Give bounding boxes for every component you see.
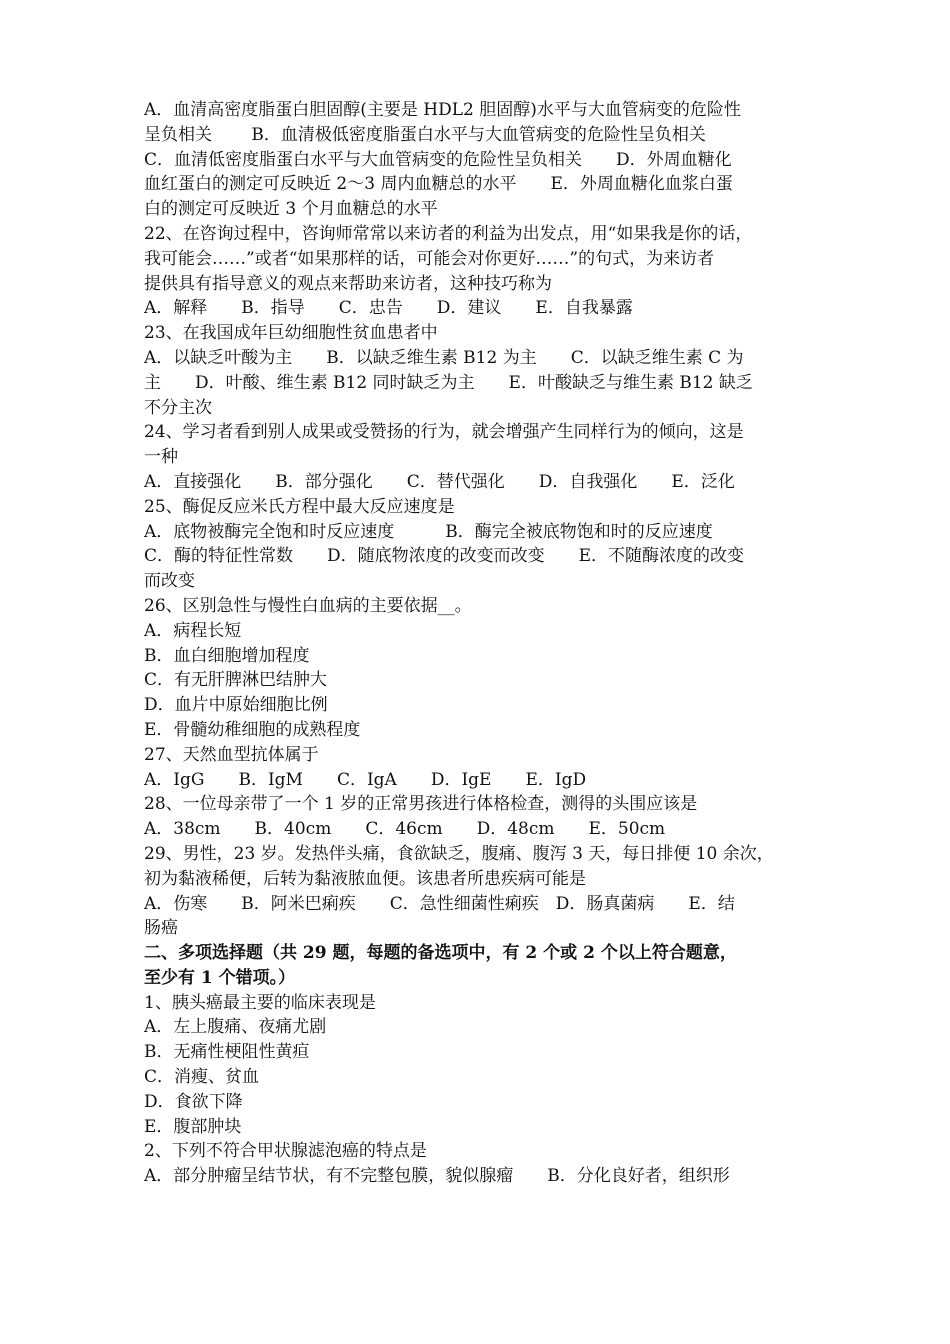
text-line: 白的测定可反映近 3 个月血糖总的水平 (144, 199, 438, 220)
answer-option: E．骨髓幼稚细胞的成熟程度 (144, 719, 361, 740)
answer-options: A．底物被酶完全饱和时反应速度 B．酶完全被底物饱和时的反应速度 (144, 521, 713, 542)
text-line: 一种 (144, 447, 178, 468)
answer-options: A．IgG B．IgM C．IgA D．IgE E．IgD (144, 769, 587, 790)
answer-option: B．无痛性梗阻性黄疸 (144, 1042, 310, 1063)
text-line: C．酶的特征性常数 D．随底物浓度的改变而改变 E．不随酶浓度的改变 (144, 546, 745, 567)
question-stem: 24、学习者看到别人成果或受赞扬的行为，就会增强产生同样行为的倾向，这是 (144, 422, 744, 443)
document-page (144, 98, 812, 1189)
text-line: 呈负相关 B．血清极低密度脂蛋白水平与大血管病变的危险性呈负相关 (144, 124, 706, 145)
question-stem: 25、酶促反应米氏方程中最大反应速度是 (144, 496, 455, 517)
answer-option: C．有无肝脾淋巴结肿大 (144, 670, 328, 691)
text-line: 血红蛋白的测定可反映近 2～3 周内血糖总的水平 E．外周血糖化血浆白蛋 (144, 174, 733, 195)
answer-options: A．以缺乏叶酸为主 B．以缺乏维生素 B12 为主 C．以缺乏维生素 C 为 (144, 347, 744, 368)
answer-options: A．38cm B．40cm C．46cm D．48cm E．50cm (144, 819, 666, 840)
answer-option: C．消瘦、贫血 (144, 1067, 260, 1088)
answer-option: A．左上腹痛、夜痛尤剧 (144, 1017, 327, 1038)
text-line: A．血清高密度脂蛋白胆固醇(主要是 HDL2 胆固醇)水平与大血管病变的危险性 (144, 100, 741, 120)
answer-option: B．血白细胞增加程度 (144, 645, 310, 666)
question-stem: 2、下列不符合甲状腺滤泡癌的特点是 (144, 1141, 427, 1162)
text-line: 不分主次 (144, 397, 212, 418)
answer-option: E．腹部肿块 (144, 1116, 242, 1137)
text-line: 而改变 (144, 571, 195, 592)
text-line: 我可能会……”或者“如果那样的话，可能会对你更好……”的句式，为来访者 (144, 248, 715, 269)
question-stem: 1、胰头癌最主要的临床表现是 (144, 992, 376, 1013)
question-stem: 23、在我国成年巨幼细胞性贫血患者中 (144, 323, 438, 344)
text-line: 初为黏液稀便，后转为黏液脓血便。该患者所患疾病可能是 (144, 868, 586, 889)
answer-option: D．食欲下降 (144, 1091, 243, 1112)
answer-option: D．血片中原始细胞比例 (144, 695, 328, 716)
question-stem: 28、一位母亲带了一个 1 岁的正常男孩进行体格检查，测得的头围应该是 (144, 794, 698, 815)
answer-options: A．伤寒 B．阿米巴痢疾 C．急性细菌性痢疾 D．肠真菌病 E．结 (144, 893, 735, 914)
text-line: 肠癌 (144, 918, 178, 939)
text-line: 主 D．叶酸、维生素 B12 同时缺乏为主 E．叶酸缺乏与维生素 B12 缺乏 (144, 372, 753, 393)
question-stem: 26、区别急性与慢性白血病的主要依据__。 (144, 595, 472, 616)
section-heading: 至少有 1 个错项。） (144, 967, 296, 988)
answer-options: A．解释 B．指导 C．忠告 D．建议 E．自我暴露 (144, 298, 633, 319)
section-heading: 二、多项选择题（共 29 题，每题的备选项中，有 2 个或 2 个以上符合题意， (144, 943, 737, 964)
question-stem: 27、天然血型抗体属于 (144, 744, 319, 765)
question-stem: 29、男性，23 岁。发热伴头痛，食欲缺乏，腹痛、腹泻 3 天，每日排便 10 余次， (144, 843, 774, 864)
answer-options: A．部分肿瘤呈结节状，有不完整包膜，貌似腺瘤 B．分化良好者，组织形 (144, 1166, 730, 1187)
text-line: C．血清低密度脂蛋白水平与大血管病变的危险性呈负相关 D．外周血糖化 (144, 149, 732, 170)
question-stem: 22、在咨询过程中，咨询师常常以来访者的利益为出发点，用“如果我是你的话， (144, 223, 753, 244)
answer-options: A．直接强化 B．部分强化 C．替代强化 D．自我强化 E．泛化 (144, 471, 735, 492)
text-line: 提供具有指导意义的观点来帮助来访者，这种技巧称为 (144, 273, 552, 294)
answer-option: A．病程长短 (144, 620, 242, 641)
